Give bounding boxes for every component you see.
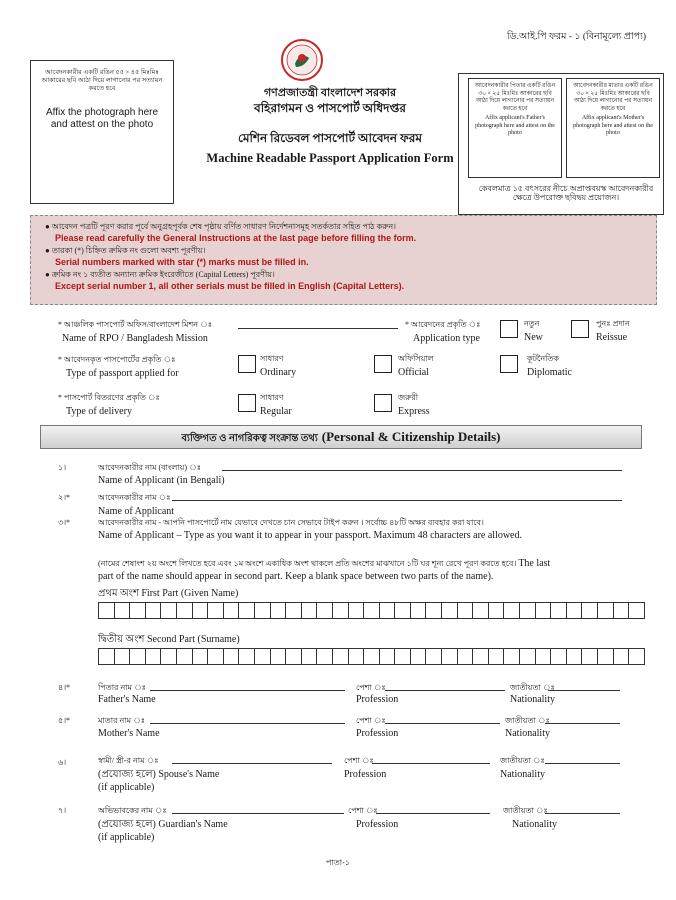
guardian-profession-label-bn: পেশা ঃ	[348, 806, 378, 815]
field-3-label-bn: আবেদনকারীর নাম - আপনি পাসপোর্টে নাম যেভাবে দেখতে চান সেভাবে টাইপ করুন । সর্বোচ্চ ৪৮টি অক্ষর ব্যবহার করা যাবে।	[98, 518, 484, 527]
ordinary-checkbox[interactable]	[238, 355, 256, 373]
guardian-nationality-label-bn: জাতীয়তা ঃ	[503, 806, 548, 815]
field-3-note-en: part of the name should appear in second part. Keep a blank space between two parts of the name).	[98, 571, 494, 582]
field-4-label-bn: পিতার নাম ঃ	[98, 683, 146, 692]
mother-nationality-input[interactable]	[545, 723, 620, 724]
section-title-bn: ব্যক্তিগত ও নাগরিকত্ব সংক্রান্ত তথ্য	[181, 433, 318, 444]
mother-profession-label-en: Profession	[356, 728, 399, 739]
field-6-label-bn: স্বামী/ স্ত্রী-র নাম ঃ	[98, 756, 159, 765]
field-2-label-bn: আবেদনকারীর নাম ঃ	[98, 493, 171, 502]
field-1-label-en: Name of Applicant (in Bengali)	[98, 475, 225, 486]
app-type-label-bn: * আবেদনের প্রকৃতি ঃ	[405, 320, 481, 329]
diplomatic-label-bn: কূটনৈতিক	[527, 354, 559, 363]
regular-checkbox[interactable]	[238, 394, 256, 412]
field-6-number: ৬।	[58, 758, 67, 767]
mother-photo-en: Affix applicant's Mother's photograph here and attest on the photo	[573, 115, 653, 136]
guardian-profession-input[interactable]	[376, 813, 490, 814]
field-2-label-en: Name of Applicant	[98, 506, 175, 517]
father-name-input[interactable]	[150, 690, 345, 691]
bangladesh-emblem-icon	[280, 38, 324, 82]
applicant-name-input[interactable]	[172, 500, 622, 501]
new-checkbox[interactable]	[500, 320, 518, 338]
official-checkbox[interactable]	[374, 355, 392, 373]
minor-note: কেবলমাত্র ১৫ বৎসরের নীচে অপ্রাপ্তবয়স্ক আবেদনকারীর ক্ষেত্রে উপরোক্ত ছবিদ্বয় প্রয়োজন।	[478, 184, 654, 202]
rpo-input[interactable]	[238, 328, 398, 329]
reissue-checkbox[interactable]	[571, 320, 589, 338]
field-7-label-en: (প্রযোজ্য হলে) Guardian's Name	[98, 819, 228, 830]
regular-label-bn: সাধারণ	[260, 393, 284, 402]
new-label-en: New	[524, 332, 543, 343]
field-7-label-en-2: (if applicable)	[98, 832, 155, 843]
second-part-input-grid[interactable]	[98, 648, 645, 665]
field-5-number: ৫।*	[58, 716, 71, 725]
instruction-3-bn: ● ক্রমিক নং ১ ব্যতীত অন্যান্য ক্রমিক ইংরেজীতে (Capital Letters) পূরণীয়।	[45, 270, 275, 279]
field-2-number: ২।*	[58, 493, 71, 502]
guardian-nationality-label-en: Nationality	[512, 819, 557, 830]
applicant-name-bn-input[interactable]	[222, 470, 622, 471]
father-photo-bn: আবেদনকারীর পিতার একটি রঙিন ৩০ × ২৫ মিঃমিঃ আকারের ছবি আঠা দিয়ে লাগানোর পর সত্যায়ন করতে হবে	[474, 83, 556, 112]
form-code: ডি.আই.পি ফরম - ১ (বিনামূল্যে প্রাপ্য)	[506, 32, 646, 42]
father-nationality-input[interactable]	[548, 690, 620, 691]
spouse-profession-label-bn: পেশা ঃ	[344, 756, 374, 765]
second-part-label: দ্বিতীয় অংশ Second Part (Surname)	[98, 634, 240, 645]
spouse-profession-label-en: Profession	[344, 769, 387, 780]
spouse-nationality-label-bn: জাতীয়তা ঃ	[500, 756, 545, 765]
instruction-2-en: Serial numbers marked with star (*) marks must be filled in.	[55, 257, 309, 267]
instruction-1-bn: ● আবেদন পত্রটি পূরণ করার পূর্বে অনুগ্রহপূর্বক শেষ পৃষ্ঠায় বর্ণিত সাধারণ নির্দেশনাসমূহ সতর্কতার সহিত পাঠ করুন।	[45, 222, 396, 231]
passport-type-label-en: Type of passport applied for	[66, 368, 179, 379]
instruction-1-en: Please read carefully the General Instructions at the last page before filling the form.	[55, 233, 417, 243]
official-label-en: Official	[398, 367, 429, 378]
app-type-label-en: Application type	[413, 333, 480, 344]
delivery-label-en: Type of delivery	[66, 406, 132, 417]
field-3-note: (নামের শেষাংশ ২য় অংশে লিখতে হবে এবং ১ম অংশে একাধিক অংশ থাকলে প্রতি অংশের মাঝখানে ১টি ঘর শূন্য রেখে পূরণ করতে হবে। The last	[98, 558, 551, 569]
guardian-name-input[interactable]	[172, 813, 344, 814]
express-label-bn: জরুরী	[398, 393, 418, 402]
instructions-panel	[30, 215, 657, 305]
first-part-label: প্রথম অংশ First Part (Given Name)	[98, 588, 239, 599]
field-3-label-en: Name of Applicant – Type as you want it to appear in your passport. Maximum 48 characters are allowed.	[98, 530, 522, 541]
delivery-label-bn: * পাসপোর্ট বিতরণের প্রকৃতি ঃ	[58, 393, 160, 402]
mother-nationality-label-en: Nationality	[505, 728, 550, 739]
mother-photo-box[interactable]	[566, 78, 660, 178]
express-label-en: Express	[398, 406, 430, 417]
diplomatic-label-en: Diplomatic	[527, 367, 572, 378]
field-6-label-en: (প্রযোজ্য হলে) Spouse's Name	[98, 769, 220, 780]
field-3-number: ৩।*	[58, 518, 71, 527]
father-nationality-label-bn: জাতীয়তা ঃ	[510, 683, 555, 692]
personal-details-section-header	[40, 425, 642, 449]
govt-name: গণপ্রজাতন্ত্রী বাংলাদেশ সরকার	[263, 87, 397, 99]
applicant-photo-en: Affix the photograph here and attest on the photo	[45, 107, 159, 130]
form-title-bn: মেশিন রিডেবল পাসপোর্ট আবেদন ফরম	[237, 131, 423, 145]
guardian-nationality-input[interactable]	[545, 813, 620, 814]
field-7-number: ৭।	[58, 806, 67, 815]
spouse-profession-input[interactable]	[372, 763, 490, 764]
mother-name-input[interactable]	[150, 723, 345, 724]
father-profession-label-en: Profession	[356, 694, 399, 705]
mother-profession-input[interactable]	[385, 723, 500, 724]
new-label-bn: নতুন	[524, 319, 540, 328]
applicant-photo-box[interactable]	[30, 60, 174, 204]
field-1-label-bn: আবেদনকারীর নাম (বাংলায়) ঃ	[98, 463, 202, 472]
rpo-label-bn: * আঞ্চলিক পাসপোর্ট অফিস/বাংলাদেশ মিশন ঃ	[58, 320, 212, 329]
rpo-label-en: Name of RPO / Bangladesh Mission	[62, 333, 208, 344]
reissue-label-en: Reissue	[596, 332, 628, 343]
field-5-label-bn: মাতার নাম ঃ	[98, 716, 145, 725]
passport-type-label-bn: * আবেদনকৃত পাসপোর্টের প্রকৃতি ঃ	[58, 355, 176, 364]
express-checkbox[interactable]	[374, 394, 392, 412]
field-6-label-en-2: (if applicable)	[98, 782, 155, 793]
diplomatic-checkbox[interactable]	[500, 355, 518, 373]
section-title-en: (Personal & Citizenship Details)	[321, 429, 501, 444]
department-name: বহিরাগমন ও পাসপোর্ট অধিদপ্তর	[254, 101, 406, 115]
field-4-number: ৪।*	[58, 683, 71, 692]
field-1-number: ১।	[58, 463, 67, 472]
page-number: পাতা-১	[326, 858, 350, 867]
official-label-bn: অফিসিয়াল	[398, 354, 434, 363]
form-title-en: Machine Readable Passport Application Form	[206, 151, 454, 165]
father-profession-label-bn: পেশা ঃ	[356, 683, 386, 692]
field-7-label-bn: অভিভাবকের নাম ঃ	[98, 806, 167, 815]
field-4-label-en: Father's Name	[98, 694, 156, 705]
spouse-nationality-label-en: Nationality	[500, 769, 545, 780]
regular-label-en: Regular	[260, 406, 292, 417]
mother-photo-bn: আবেদনকারীর মাতার একটি রঙিন ৩০ × ২৫ মিঃমিঃ আকারের ছবি আঠা দিয়ে লাগানোর পর সত্যায়ন করতে হবে	[573, 83, 653, 112]
ordinary-label-en: Ordinary	[260, 367, 297, 378]
spouse-name-input[interactable]	[172, 763, 332, 764]
father-profession-input[interactable]	[385, 690, 505, 691]
spouse-nationality-input[interactable]	[545, 763, 620, 764]
father-photo-box[interactable]	[468, 78, 562, 178]
instruction-2-bn: ● তারকা (*) চিহ্নিত ক্রমিক নং গুলো অবশ্য পূরণীয়।	[45, 246, 206, 255]
mother-nationality-label-bn: জাতীয়তা ঃ	[505, 716, 550, 725]
field-5-label-en: Mother's Name	[98, 728, 160, 739]
ordinary-label-bn: সাধারণ	[260, 354, 284, 363]
father-nationality-label-en: Nationality	[510, 694, 555, 705]
reissue-label-bn: পুনঃ প্রদান	[596, 319, 630, 328]
instruction-3-en: Except serial number 1, all other serials must be filled in English (Capital Letters).	[55, 281, 405, 291]
applicant-photo-bn: আবেদনকারীর একটি রঙিন ৫৫ × ৪৫ মিঃমিঃ আকারের ছবি আঠা দিয়ে লাগানোর পর সত্যায়ন করতে হবে	[41, 69, 163, 92]
mother-profession-label-bn: পেশা ঃ	[356, 716, 386, 725]
guardian-profession-label-en: Profession	[356, 819, 399, 830]
father-photo-en: Affix applicant's Father's photograph here and attest on the photo	[475, 115, 555, 136]
first-part-input-grid[interactable]	[98, 602, 645, 619]
